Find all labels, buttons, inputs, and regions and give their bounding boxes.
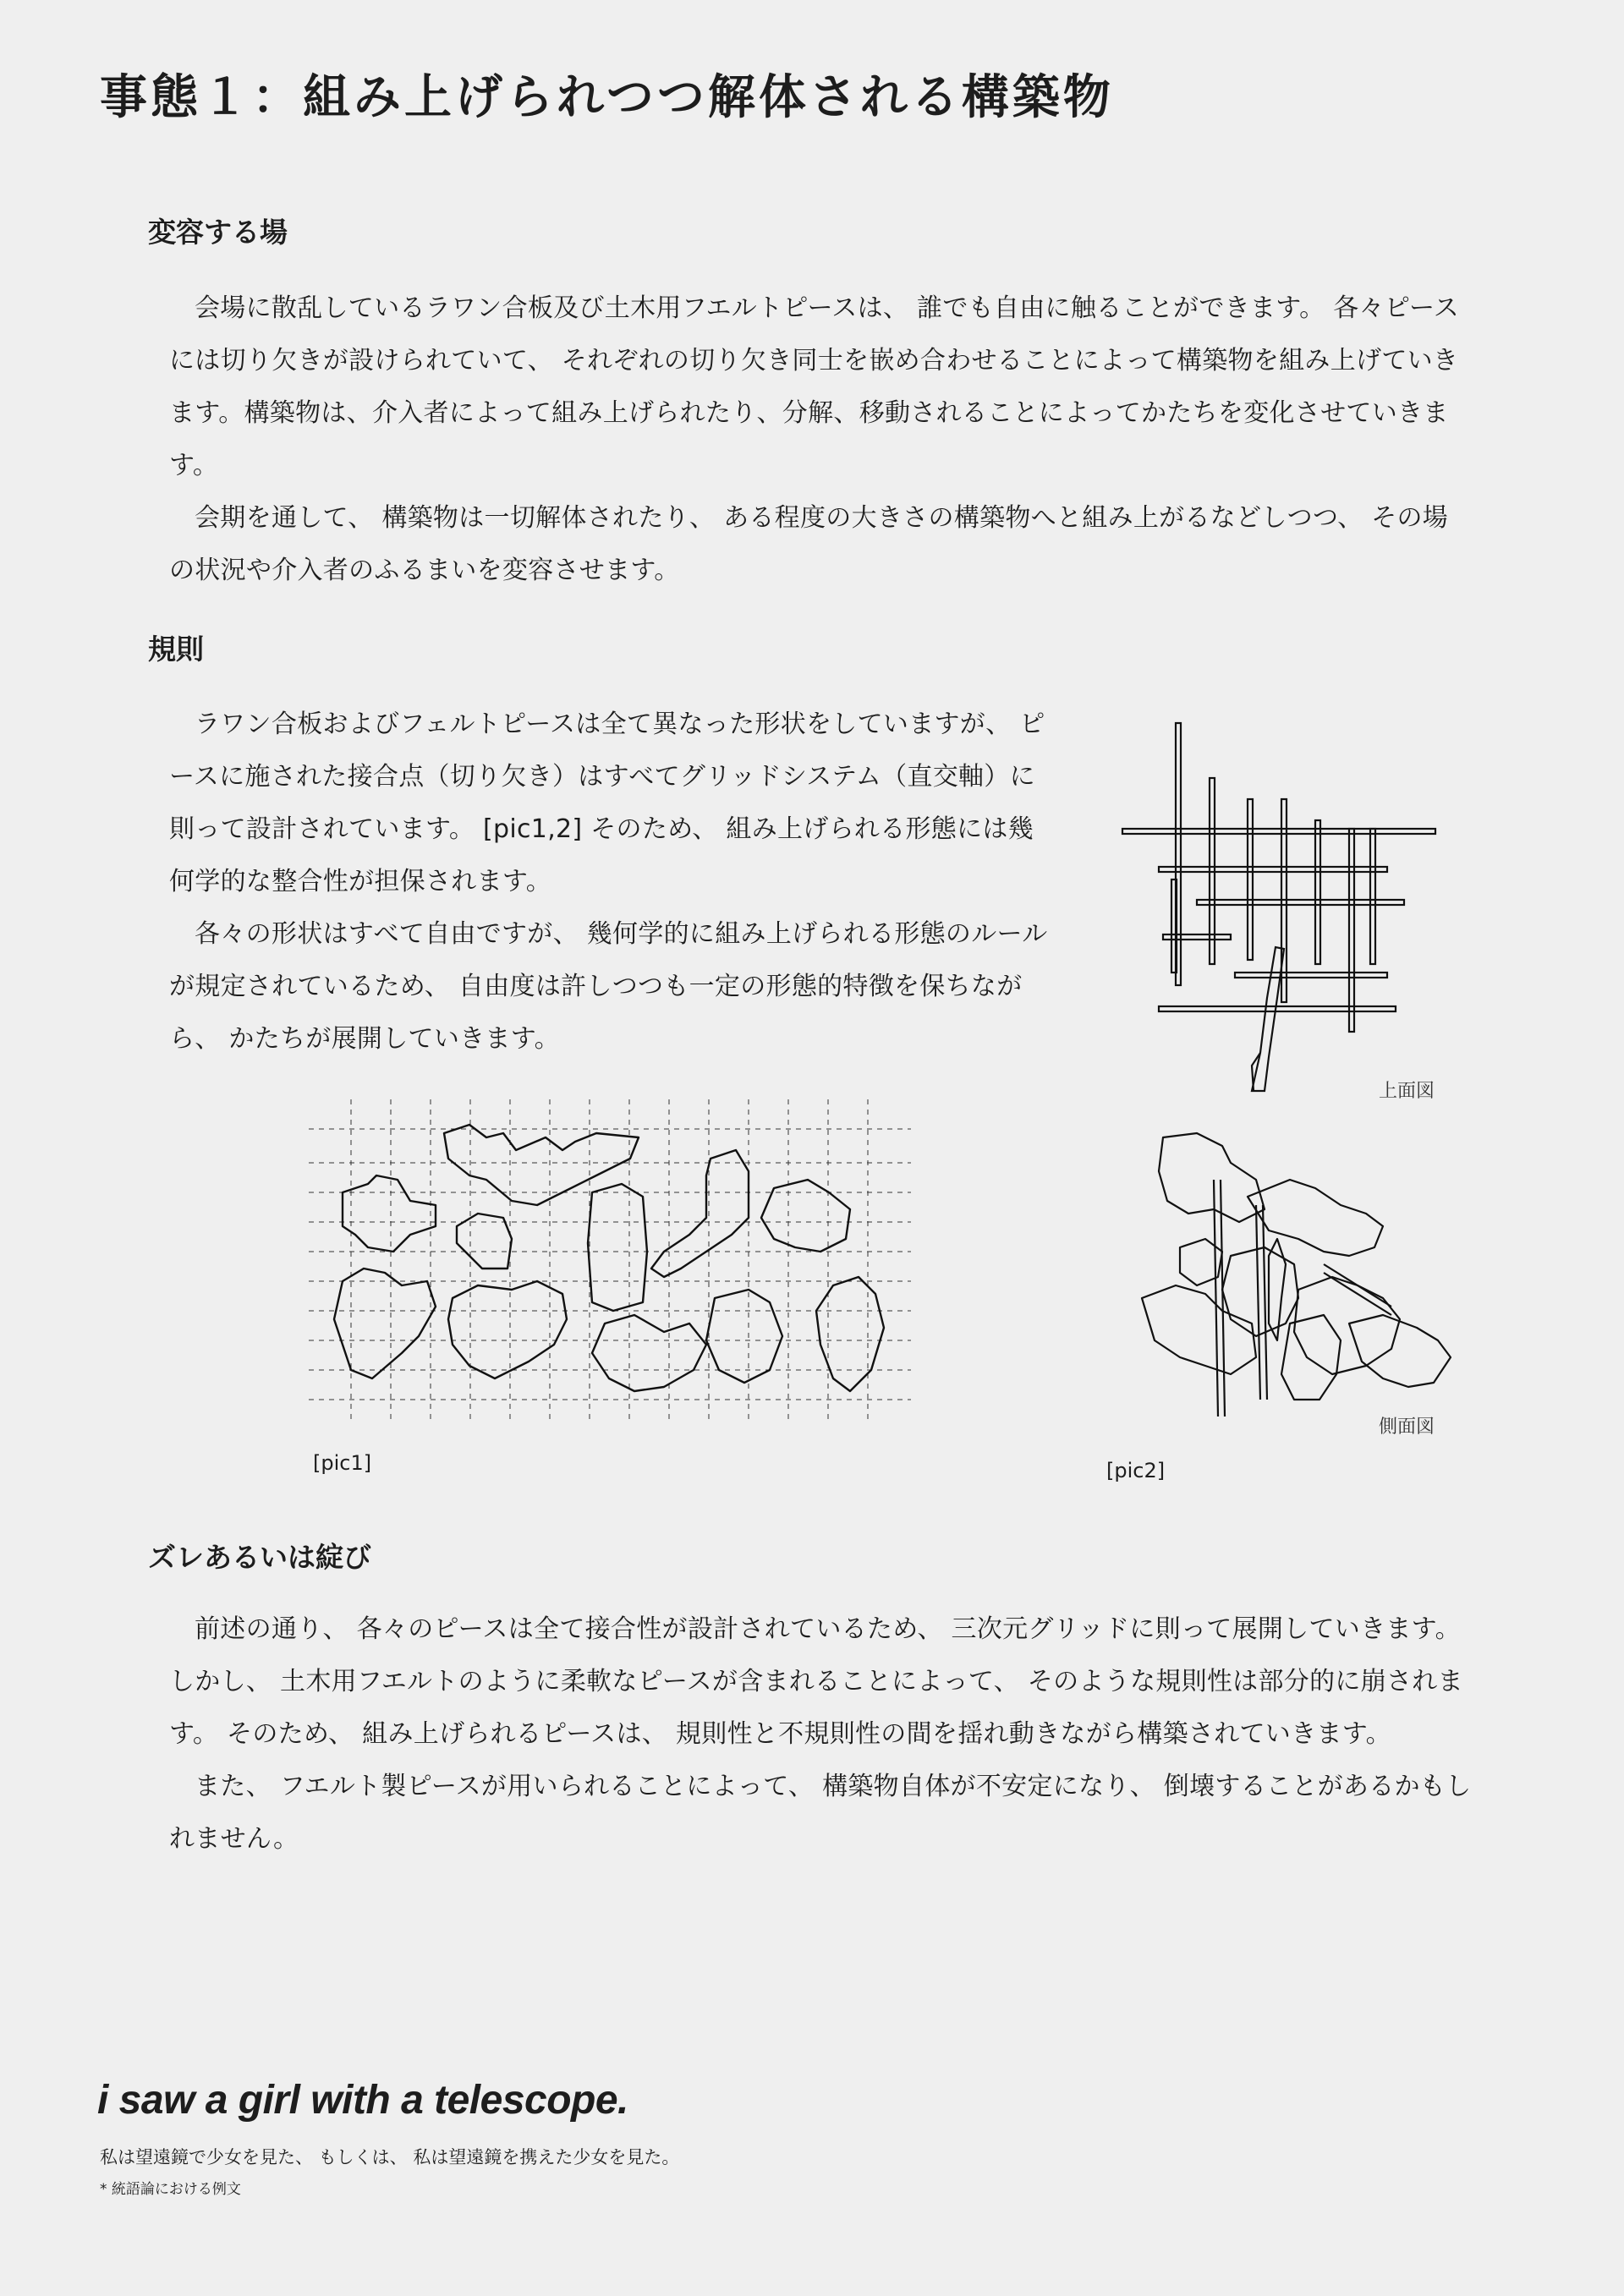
pic1-grid-diagram — [309, 1099, 911, 1421]
section-heading-misalignment: ズレあるいは綻び — [148, 1541, 371, 1574]
section-heading-transformation: 変容する場 — [148, 216, 288, 249]
paragraph: 各々の形状はすべて自由ですが、 幾何学的に組み上げられる形態のルールが規定されているため、 自由度は許しつつも一定の形態的特徴を保ちながら、 かたちが展開していきます。 — [169, 919, 1048, 1054]
page-title: 事態１：組み上げられつつ解体される構築物 — [100, 70, 1114, 125]
elevation-view-label: 側面図 — [1379, 1417, 1435, 1438]
plan-view-diagram — [1125, 719, 1455, 1099]
paragraph: 会場に散乱しているラワン合板及び土木用フエルトピースは、 誰でも自由に触ることができます。 各々ピースには切り欠きが設けられていて、 それぞれの切り欠き同士を嵌め合わせることによって構築物を組み上げていきます。構築物は、介入者によって組み上げられたり、分解、移動されることによってかたちを変化させていきます。 — [169, 293, 1460, 480]
paragraph: 会期を通して、 構築物は一切解体されたり、 ある程度の大きさの構築物へと組み上がるなどしつつ、 その場の状況や介入者のふるまいを変容させます。 — [169, 503, 1449, 585]
pic1-caption: [pic1] — [313, 1451, 372, 1475]
pic2-caption: [pic2] — [1106, 1459, 1166, 1482]
plan-view-label: 上面図 — [1379, 1081, 1435, 1102]
motto-translation: 私は望遠鏡で少女を見た、 もしくは、 私は望遠鏡を携えた少女を見た。 — [100, 2147, 680, 2167]
elevation-view-diagram — [1129, 1129, 1468, 1433]
footnote: * 統語論における例文 — [100, 2181, 241, 2198]
section-body-transformation — [169, 282, 1472, 597]
motto-text: i saw a girl with a telescope. — [97, 2078, 628, 2123]
section-body-rules — [169, 699, 1057, 1066]
paragraph: ラワン合板およびフェルトピースは全て異なった形状をしていますが、 ピースに施された接合点（切り欠き）はすべてグリッドシステム（直交軸）に則って設計されています。 [pic1,2] そのため、 組み上げられる形態には幾何学的な整合性が担保されます。 — [169, 710, 1045, 896]
paragraph: また、 フエルト製ピースが用いられることによって、 構築物自体が不安定になり、 倒壊することがあるかもしれません。 — [169, 1772, 1472, 1854]
section-heading-rules: 規則 — [148, 633, 204, 666]
section-body-misalignment — [169, 1603, 1472, 1866]
paragraph: 前述の通り、 各々のピースは全て接合性が設計されているため、 三次元グリッドに則って展開していきます。 しかし、 土木用フエルトのように柔軟なピースが含まれることによって、 そのような規則性は部分的に崩されます。 そのため、 組み上げられるピースは、 規則性と不規則性の間を揺れ動きながら構築されていきます。 — [169, 1614, 1463, 1749]
